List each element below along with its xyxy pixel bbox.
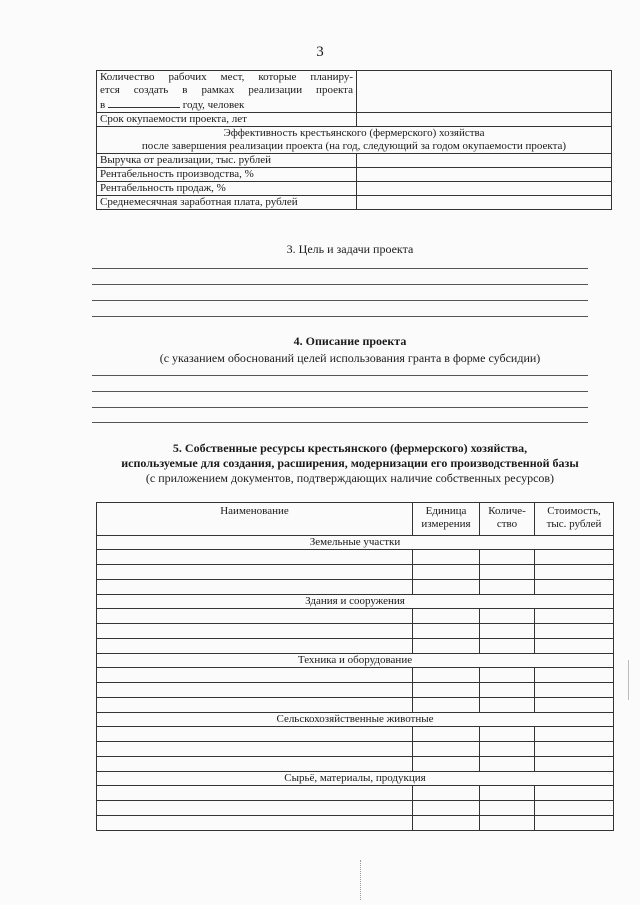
scan-fold-mark (360, 860, 361, 900)
indicators-table (96, 70, 612, 210)
section-3-heading (0, 242, 640, 257)
category-row (97, 713, 614, 727)
section-3-title: 3. Цель и задачи проекта (286, 242, 414, 256)
table-row (97, 127, 612, 154)
table-row (97, 196, 612, 210)
col-cost-line-1: Стоимость, (547, 505, 601, 517)
col-cost-header (535, 503, 614, 536)
table-row[interactable] (97, 816, 614, 831)
page-number: 3 (316, 44, 324, 60)
workplaces-line-2: ется создать в рамках реализации проекта (100, 84, 353, 96)
table-header-row (97, 503, 614, 536)
section-4-title: 4. Описание проекта (293, 334, 407, 348)
revenue-value-cell[interactable] (357, 154, 612, 168)
table-row (97, 71, 612, 113)
table-row[interactable] (97, 609, 614, 624)
year-blank-field[interactable] (108, 97, 180, 108)
table-row (97, 182, 612, 196)
goal-fill-line[interactable] (92, 316, 588, 317)
description-fill-line[interactable] (92, 375, 588, 376)
category-land: Земельные участки (97, 536, 614, 550)
table-row[interactable] (97, 757, 614, 772)
category-row (97, 654, 614, 668)
table-row[interactable] (97, 742, 614, 757)
resources-table (96, 502, 614, 831)
category-materials: Сырьё, материалы, продукция (97, 772, 614, 786)
average-salary-value-cell[interactable] (357, 196, 612, 210)
workplaces-line-1: Количество рабочих мест, которые планиру- (100, 71, 353, 83)
table-row (97, 154, 612, 168)
average-salary-label: Среднемесячная заработная плата, рублей (97, 196, 357, 210)
section-5-heading (0, 441, 640, 486)
col-qty-line-1: Количе- (488, 505, 526, 517)
table-row[interactable] (97, 624, 614, 639)
efficiency-subtitle: после завершения реализации проекта (на год, следующий за годом окупаемости проекта) (141, 140, 567, 152)
description-fill-line[interactable] (92, 422, 588, 423)
category-row (97, 536, 614, 550)
section-5-title-line-2: используемые для создания, расширения, модернизации его производственной базы (121, 456, 579, 470)
description-fill-line[interactable] (92, 407, 588, 408)
workplaces-cell (97, 71, 357, 113)
sales-profitability-value-cell[interactable] (357, 182, 612, 196)
production-profitability-value-cell[interactable] (357, 168, 612, 182)
col-name-header: Наименование (97, 503, 413, 536)
section-5-title-line-1: 5. Собственные ресурсы крестьянского (фермерского) хозяйства, (172, 441, 528, 455)
col-unit-line-1: Единица (425, 505, 467, 517)
workplaces-suffix: году, человек (182, 99, 245, 111)
table-row[interactable] (97, 565, 614, 580)
scan-edge-mark (628, 660, 629, 700)
workplaces-prefix: в (100, 99, 106, 111)
table-row[interactable] (97, 550, 614, 565)
workplaces-value-cell[interactable] (357, 71, 612, 113)
table-row[interactable] (97, 639, 614, 654)
table-row[interactable] (97, 580, 614, 595)
section-4-heading (0, 334, 640, 366)
goal-fill-line[interactable] (92, 268, 588, 269)
category-buildings: Здания и сооружения (97, 595, 614, 609)
col-qty-line-2: ство (496, 518, 518, 530)
table-row (97, 113, 612, 127)
col-unit-header (413, 503, 480, 536)
table-row[interactable] (97, 668, 614, 683)
col-unit-line-2: измерения (421, 518, 471, 530)
table-row[interactable] (97, 727, 614, 742)
revenue-label: Выручка от реализации, тыс. рублей (97, 154, 357, 168)
table-row[interactable] (97, 698, 614, 713)
table-row[interactable] (97, 683, 614, 698)
category-equipment: Техника и оборудование (97, 654, 614, 668)
sales-profitability-label: Рентабельность продаж, % (97, 182, 357, 196)
section-5-subtitle: (с приложением документов, подтверждающих наличие собственных ресурсов) (145, 471, 555, 485)
efficiency-header (97, 127, 612, 154)
payback-label: Срок окупаемости проекта, лет (97, 113, 357, 127)
production-profitability-label: Рентабельность производства, % (97, 168, 357, 182)
efficiency-title: Эффективность крестьянского (фермерского) хозяйства (223, 127, 485, 139)
goal-fill-line[interactable] (92, 284, 588, 285)
table-row[interactable] (97, 801, 614, 816)
col-qty-header (480, 503, 535, 536)
col-cost-line-2: тыс. рублей (546, 518, 602, 530)
table-row (97, 168, 612, 182)
payback-value-cell[interactable] (357, 113, 612, 127)
category-row (97, 595, 614, 609)
section-4-subtitle: (с указанием обоснований целей использования гранта в форме субсидии) (159, 351, 541, 365)
category-animals: Сельскохозяйственные животные (97, 713, 614, 727)
category-row (97, 772, 614, 786)
goal-fill-line[interactable] (92, 300, 588, 301)
description-fill-line[interactable] (92, 391, 588, 392)
workplaces-line-3 (100, 97, 353, 112)
table-row[interactable] (97, 786, 614, 801)
